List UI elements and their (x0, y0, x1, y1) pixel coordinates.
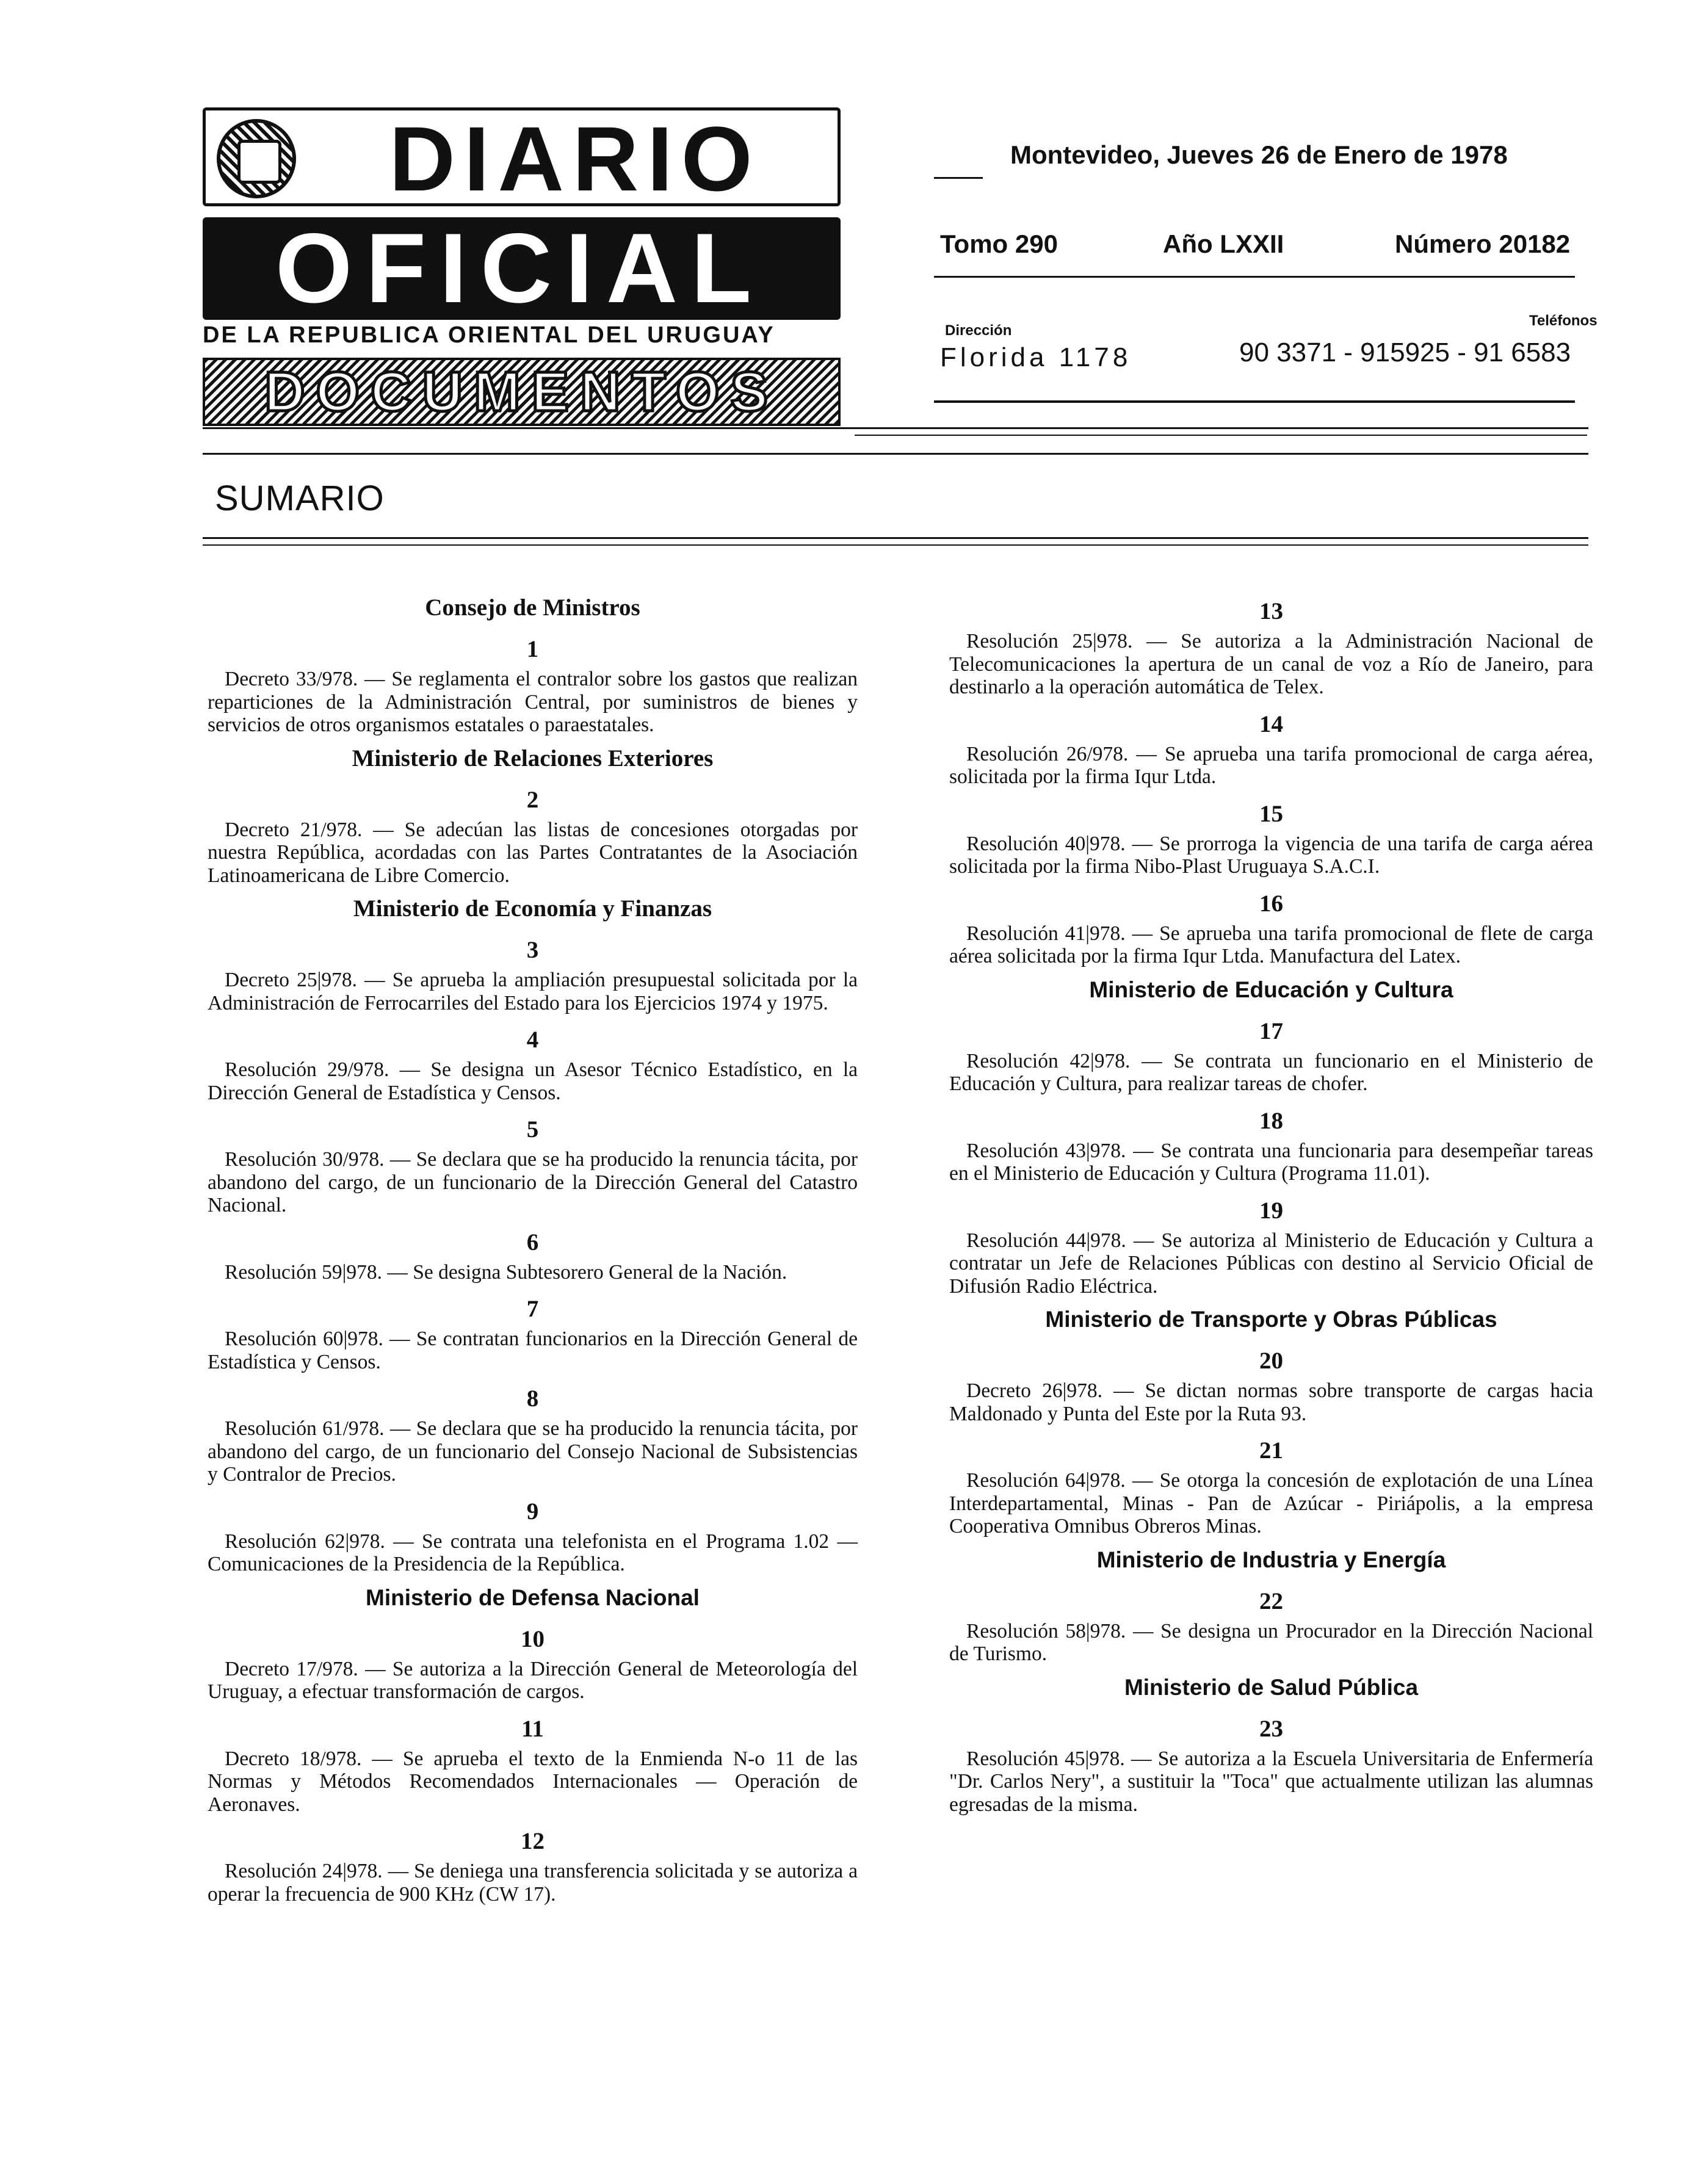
summary-entry: Resolución 61/978. — Se declara que se ha producido la renuncia tácita, por abandono del cargo, de un funcionario del Consejo Nacional de Subsistencias y Contralor de Precios. (208, 1417, 858, 1486)
ministry-heading: Ministerio de Salud Pública (1124, 1674, 1419, 1700)
divider (203, 537, 1588, 539)
issue-numero: Número 20182 (1395, 229, 1571, 258)
summary-entry: Resolución 59|978. — Se designa Subtesorero General de la Nación. (225, 1260, 787, 1284)
divider (203, 544, 1588, 546)
ministry-heading: Ministerio de Relaciones Exteriores (352, 745, 714, 772)
item-number: 7 (526, 1296, 539, 1322)
divider (934, 276, 1575, 278)
item-number: 13 (1259, 598, 1283, 624)
item-number: 18 (1259, 1107, 1283, 1134)
item-number: 11 (521, 1715, 544, 1742)
item-number: 22 (1259, 1588, 1283, 1614)
divider (203, 453, 1588, 455)
masthead-diario-box (203, 107, 841, 210)
divider (203, 427, 1588, 429)
masthead-subtitle: DE LA REPUBLICA ORIENTAL DEL URUGUAY (203, 322, 775, 348)
summary-entry: Resolución 43|978. — Se contrata una funcionaria para desempeñar tareas en el Ministerio de Educación y Cultura (Programa 11.01). (949, 1139, 1593, 1185)
coat-of-arms-icon (217, 119, 296, 198)
summary-entry: Resolución 58|978. — Se designa un Procurador en la Dirección Nacional de Turismo. (949, 1619, 1593, 1665)
summary-entry: Resolución 62|978. — Se contrata una telefonista en el Programa 1.02 — Comunicaciones de la Presidencia de la República. (208, 1530, 858, 1575)
summary-entry: Resolución 40|978. — Se prorroga la vigencia de una tarifa de carga aérea solicitada por la firma Nibo-Plast Uruguaya S.A.C.I. (949, 832, 1593, 878)
summary-entry: Resolución 42|978. — Se contrata un funcionario en el Ministerio de Educación y Cultura, para realizar tareas de chofer. (949, 1049, 1593, 1095)
summary-entry: Resolución 60|978. — Se contratan funcionarios en la Dirección General de Estadística y Censos. (208, 1328, 858, 1373)
divider (855, 435, 1587, 436)
summary-entry: Resolución 45|978. — Se autoriza a la Escuela Universitaria de Enfermería "Dr. Carlos Nery", a sustituir la "Toca" que actualmente utilizan las alumnas egresadas de la misma. (949, 1747, 1593, 1816)
direccion-label: Dirección (945, 322, 1012, 339)
item-number: 23 (1259, 1715, 1283, 1742)
summary-entry: Decreto 25|978. — Se aprueba la ampliación presupuestal solicitada por la Administración de Ferrocarriles del Estado para los Ejercicios 1974 y 1975. (208, 969, 858, 1014)
item-number: 4 (526, 1027, 539, 1053)
summary-entry: Decreto 18/978. — Se aprueba el texto de la Enmienda N-o 11 de las Normas y Métodos Recomendados Internacionales — Operación de Aeronaves. (208, 1747, 858, 1816)
summary-entry: Decreto 21/978. — Se adecúan las listas de concesiones otorgadas por nuestra República, acordadas con las Partes Contratantes de la Asociación Latinoamericana de Libre Comercio. (208, 818, 858, 887)
sumario-title: SUMARIO (215, 479, 385, 518)
masthead-title-oficial: OFICIAL (275, 213, 765, 323)
direccion-value: Florida 1178 (940, 342, 1132, 372)
ministry-heading: Ministerio de Transporte y Obras Públicas (1045, 1307, 1497, 1332)
summary-entry: Decreto 17/978. — Se autoriza a la Dirección General de Meteorología del Uruguay, a efectuar transformación de cargos. (208, 1657, 858, 1703)
summary-entry: Resolución 26/978. — Se aprueba una tarifa promocional de carga aérea, solicitada por la firma Iqur Ltda. (949, 742, 1593, 788)
masthead-oficial-band (203, 213, 841, 323)
section-band (203, 358, 841, 426)
item-number: 14 (1259, 710, 1283, 737)
summary-entry: Resolución 64|978. — Se otorga la concesión de explotación de una Línea Interdepartamental, Minas - Pan de Azúcar - Piriápolis, a la empresa Cooperativa Omnibus Obreros Minas. (949, 1469, 1593, 1538)
sumario-right-column (949, 586, 1593, 1818)
summary-entry: Decreto 33/978. — Se reglamenta el contralor sobre los gastos que realizan reparticiones de la Administración Central, por suministros de bienes y servicios de otros organismos estatales o paraestatales. (208, 668, 858, 736)
summary-entry: Resolución 30/978. — Se declara que se ha producido la renuncia tácita, por abandono del cargo, de un funcionario de la Dirección General del Catastro Nacional. (208, 1148, 858, 1216)
divider (934, 400, 1575, 403)
masthead-title-diario: DIARIO (389, 107, 761, 210)
summary-entry: Resolución 24|978. — Se deniega una transferencia solicitada y se autoriza a operar la frecuencia de 900 KHz (CW 17). (208, 1860, 858, 1906)
summary-entry: Decreto 26|978. — Se dictan normas sobre transporte de cargas hacia Maldonado y Punta del Este por la Ruta 93. (949, 1379, 1593, 1425)
telefonos-value: 90 3371 - 915925 - 91 6583 (1239, 338, 1571, 367)
divider (934, 177, 983, 179)
item-number: 9 (526, 1498, 539, 1525)
item-number: 10 (521, 1625, 545, 1652)
item-number: 3 (526, 937, 539, 963)
ministry-heading: Consejo de Ministros (425, 594, 640, 621)
item-number: 19 (1259, 1197, 1283, 1224)
item-number: 16 (1259, 890, 1283, 917)
summary-entry: Resolución 29/978. — Se designa un Asesor Técnico Estadístico, en la Dirección General de Estadística y Censos. (208, 1058, 858, 1104)
item-number: 1 (526, 636, 539, 662)
item-number: 20 (1259, 1348, 1283, 1374)
ministry-heading: Ministerio de Industria y Energía (1096, 1547, 1446, 1572)
summary-entry: Resolución 25|978. — Se autoriza a la Administración Nacional de Telecomunicaciones la apertura de un canal de voz a Río de Janeiro, para destinarlo a la operación automática de Telex. (949, 630, 1593, 698)
ministry-heading: Ministerio de Defensa Nacional (366, 1585, 700, 1610)
telefonos-label: Teléfonos (1529, 313, 1598, 329)
issue-tomo: Tomo 290 (940, 229, 1058, 258)
item-number: 6 (526, 1229, 539, 1256)
issue-ano: Año LXXII (1163, 229, 1284, 258)
item-number: 8 (526, 1386, 539, 1412)
item-number: 2 (526, 786, 539, 813)
item-number: 21 (1259, 1437, 1283, 1464)
item-number: 12 (521, 1828, 545, 1854)
summary-entry: Resolución 41|978. — Se aprueba una tarifa promocional de flete de carga aérea solicitada por la firma Iqur Ltda. Manufactura del Latex. (949, 922, 1593, 967)
summary-entry: Resolución 44|978. — Se autoriza al Ministerio de Educación y Cultura a contratar un Jefe de Relaciones Públicas con destino al Servicio Oficial de Difusión Radio Eléctrica. (949, 1229, 1593, 1298)
ministry-heading: Ministerio de Economía y Finanzas (353, 895, 712, 922)
item-number: 5 (526, 1116, 539, 1143)
ministry-heading: Ministerio de Educación y Cultura (1089, 977, 1453, 1002)
item-number: 17 (1259, 1017, 1283, 1044)
sumario-left-column (208, 586, 858, 1908)
item-number: 15 (1259, 800, 1283, 827)
section-band-title: DOCUMENTOS (264, 361, 779, 423)
issue-date: Montevideo, Jueves 26 de Enero de 1978 (1010, 140, 1508, 169)
